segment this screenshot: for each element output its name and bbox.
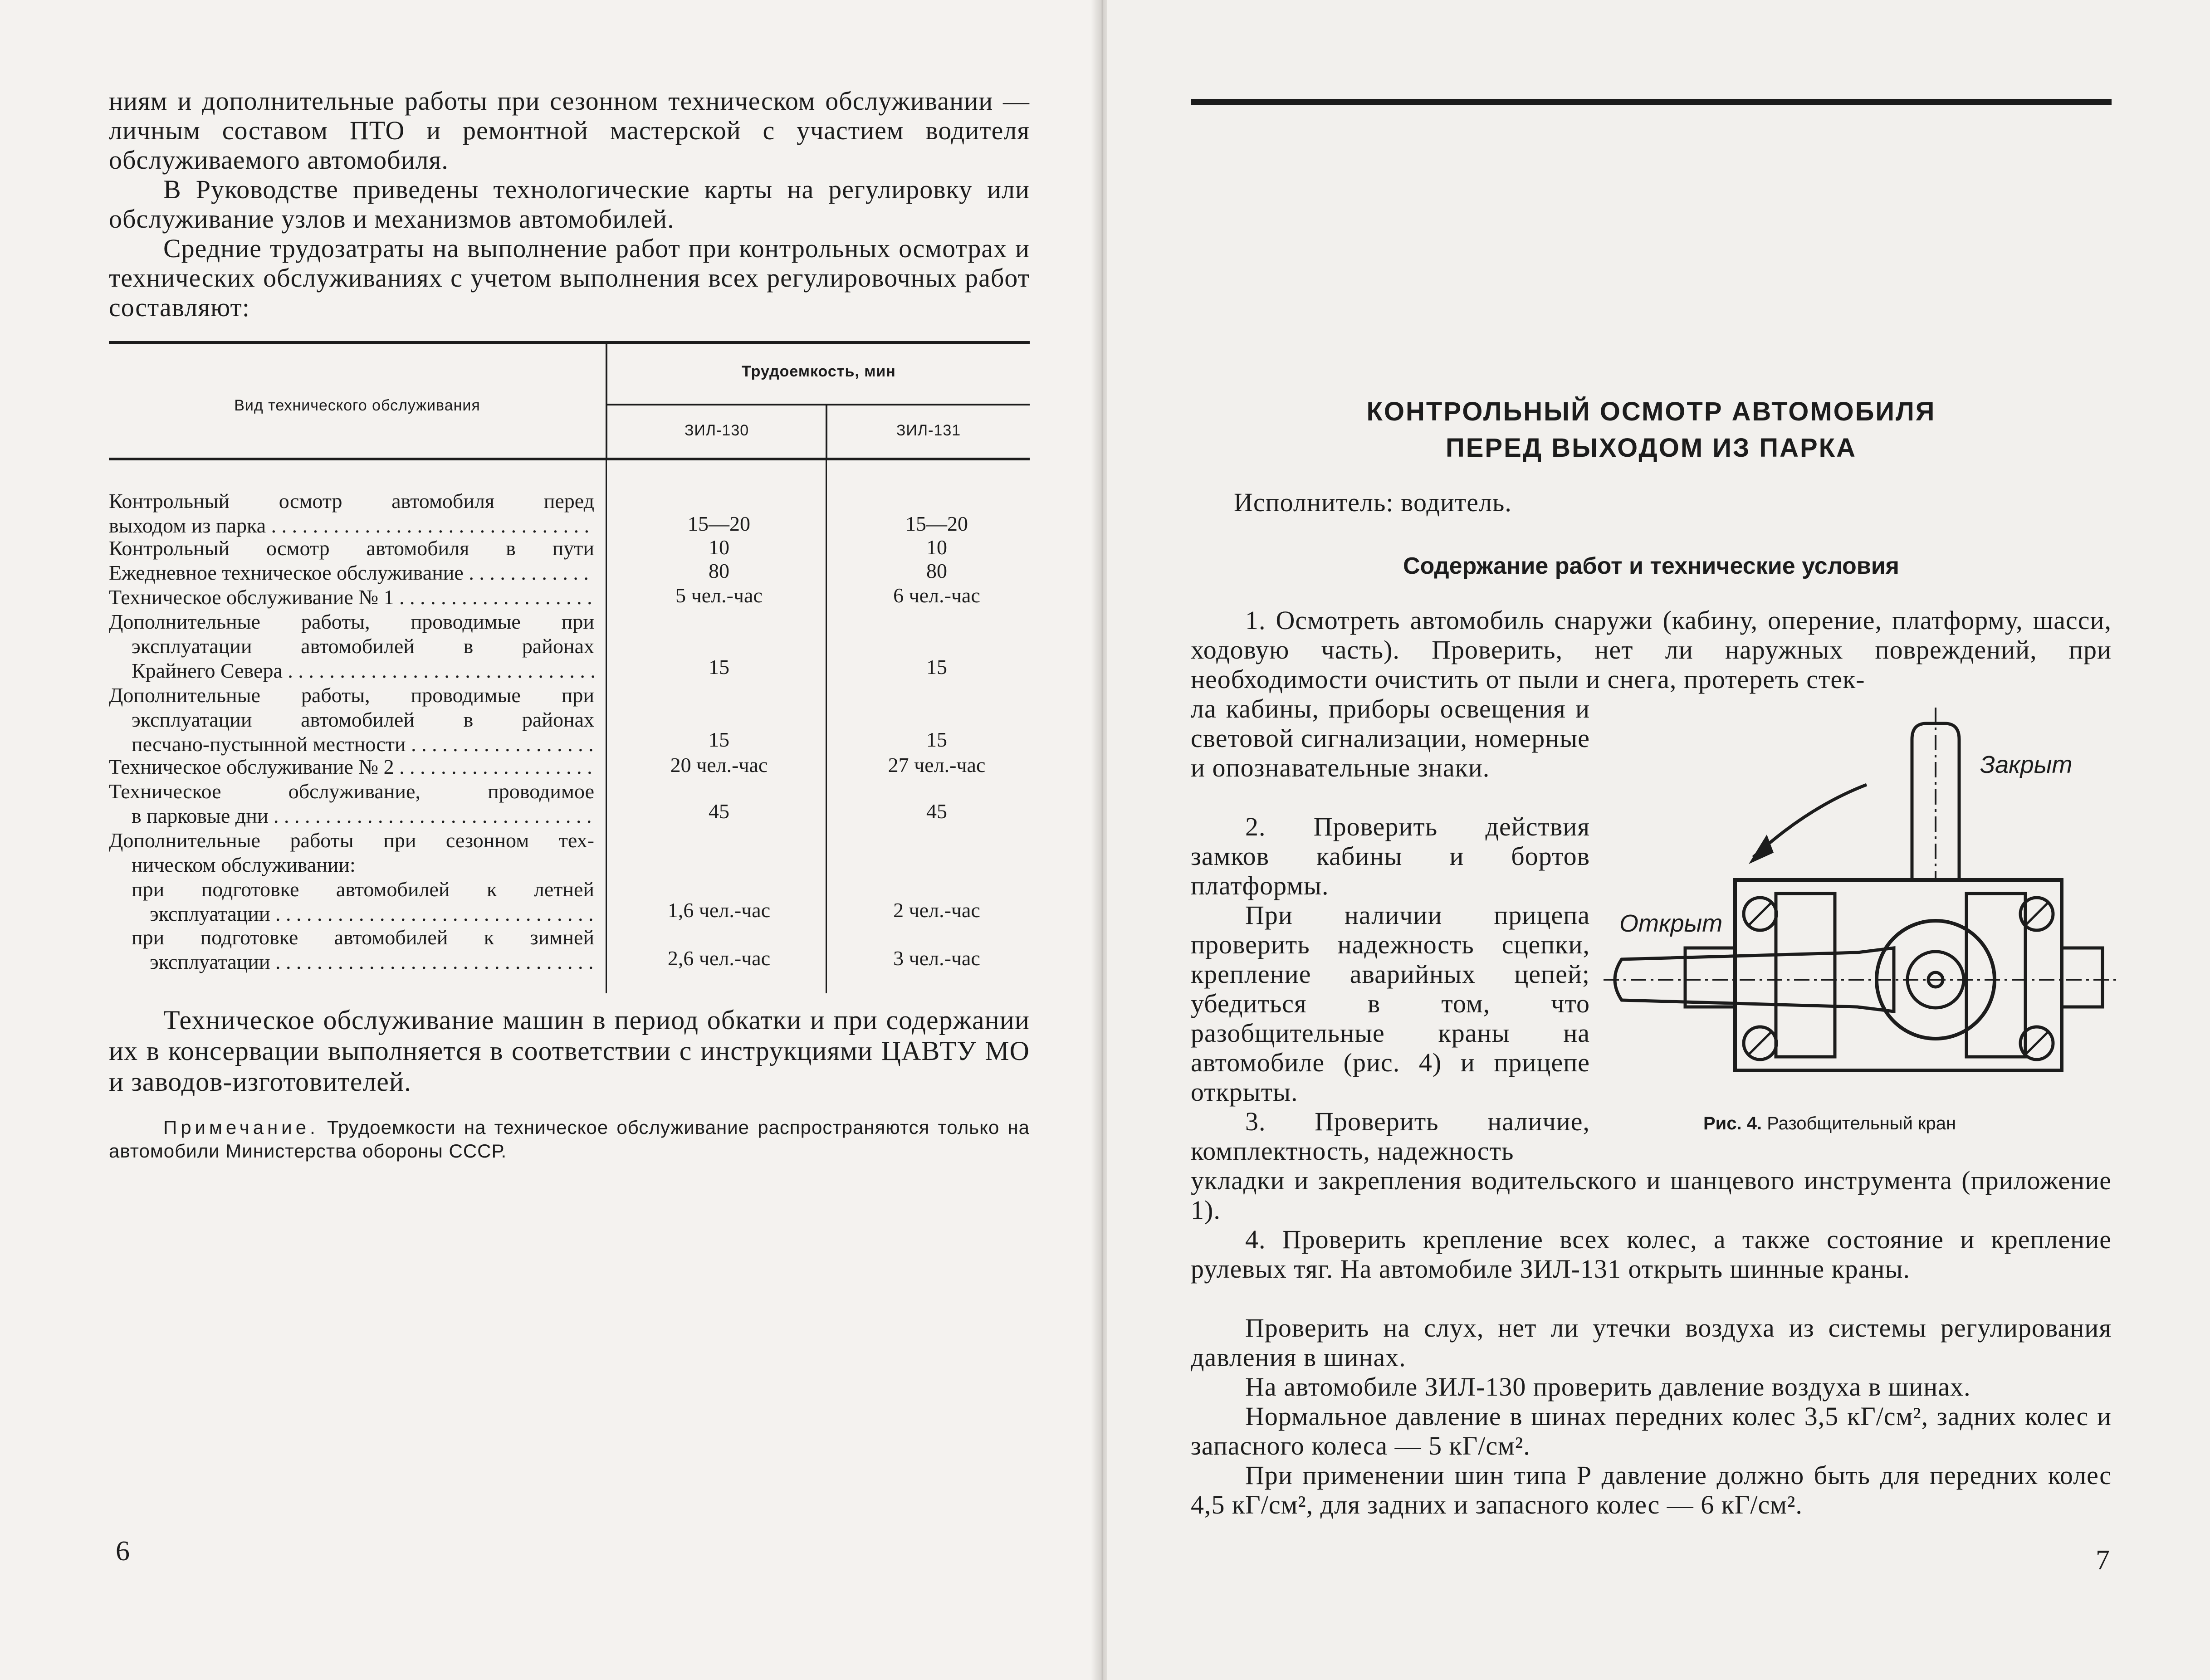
- table-cell-zil130: 80: [709, 559, 729, 582]
- label-closed: Закрыт: [1980, 751, 2073, 778]
- table-row-label: Крайнего Севера . . .: [132, 659, 594, 683]
- table-row-label: эксплуатации автомобилей в районах: [132, 635, 594, 658]
- table-cell-zil130: 20 чел.-час: [670, 753, 768, 777]
- rotation-arrow-head: [1749, 835, 1774, 864]
- after-table-paragraph: Техническое обслуживание машин в период обкатки и при содержании их в консервации выполняется в соответствии с инструкциями ЦАВТУ МО и заводов-изготовителей.: [109, 1005, 1030, 1097]
- page-number-left: 6: [116, 1536, 130, 1567]
- table-row-label: при подготовке автомобилей к зимней: [132, 926, 594, 949]
- table-row-label: Техническое обслуживание, проводимое: [109, 780, 594, 803]
- table-header-type: Вид технического обслуживания: [234, 397, 480, 414]
- executor-line: Исполнитель: водитель.: [1234, 488, 1512, 517]
- right-page: [1107, 0, 2210, 1680]
- item-3-narrow: 3. Проверить наличие, комплектность, надежность: [1191, 1107, 1590, 1166]
- table-cell-zil131: 27 чел.-час: [888, 753, 986, 777]
- table-note: [109, 1116, 1030, 1163]
- table-cell-zil131: 15—20: [905, 512, 968, 535]
- label-open: Открыт: [1619, 910, 1723, 937]
- table-cell-zil130: 5 чел.-час: [675, 584, 763, 607]
- table-subheader-hline: [606, 404, 1030, 405]
- table-cell-zil130: 15—20: [688, 512, 750, 535]
- table-header-bottom-rule: [109, 458, 1030, 460]
- table-cell-zil130: 1,6 чел.-час: [667, 899, 771, 922]
- table-cell-zil131: 2 чел.-час: [893, 899, 980, 922]
- table-cell-zil130: 15: [709, 655, 729, 679]
- left-paragraph-1: ниям и дополнительные работы при сезонном техническом обслуживании — личным составом ПТО и ремонтной мастерской с участием водителя обслуживаемого автомобиля.: [109, 86, 1030, 175]
- table-cell-zil131: 10: [926, 536, 947, 559]
- table-cell-zil130: 2,6 чел.-час: [667, 947, 771, 970]
- table-row-label: эксплуатации . . .: [150, 950, 594, 974]
- item-4d: Нормальное давление в шинах передних колес 3,5 кГ/см², задних колес и запасного колеса — 5 кГ/см².: [1191, 1402, 2112, 1460]
- table-cell-zil131: 15: [926, 728, 947, 751]
- table-cell-zil131: 6 чел.-час: [893, 584, 980, 607]
- item-4e: При применении шин типа Р давление должно быть для передних колес 4,5 кГ/см², для задних и запасного колес — 6 кГ/см².: [1191, 1460, 2112, 1519]
- item-3-full: укладки и закрепления водительского и шанцевого инструмента (приложение 1).: [1191, 1166, 2112, 1225]
- table-row-label: Ежедневное техническое обслуживание . . .: [109, 561, 594, 585]
- note-text: Трудоемкости на техническое обслуживание распространяются только на автомобили Министерства обороны СССР.: [109, 1117, 1030, 1162]
- section-title-line-1: КОНТРОЛЬНЫЙ ОСМОТР АВТОМОБИЛЯ: [1366, 397, 1936, 426]
- table-cell-zil131: 80: [926, 559, 947, 582]
- table-cell-zil131: 3 чел.-час: [893, 947, 980, 970]
- table-header-zil130: ЗИЛ-130: [684, 422, 749, 439]
- table-row-label: выходом из парка . . .: [109, 513, 594, 538]
- figure-caption: [1703, 1113, 1956, 1134]
- table-row-label: Дополнительные работы, проводимые при: [109, 684, 594, 707]
- note-label: Примечание.: [163, 1117, 319, 1138]
- table-row-label: эксплуатации автомобилей в районах: [132, 708, 594, 731]
- table-row-label: Контрольный осмотр автомобиля перед: [109, 489, 594, 513]
- table-row-label: Дополнительные работы при сезонном тех-: [109, 829, 594, 852]
- table-body-vline-1: [606, 460, 607, 993]
- table-cell-zil130: 15: [709, 728, 729, 751]
- table-row-label: ническом обслуживании:: [132, 853, 356, 876]
- item-4: 4. Проверить крепление всех колес, а также состояние и крепление рулевых тяг. На автомобиле ЗИЛ-131 открыть шинные краны.: [1191, 1225, 2112, 1284]
- item-2: 2. Проверить действия замков кабины и бортов платформы.: [1191, 812, 1590, 900]
- item-1-narrow: ла кабины, приборы освещения и световой сигнализации, номерные и опознавательные знаки.: [1191, 694, 1590, 782]
- table-row-label: эксплуатации . . .: [150, 902, 594, 926]
- figure-caption-number: Рис. 4.: [1703, 1113, 1762, 1133]
- table-cell-zil131: 45: [926, 800, 947, 823]
- table-row-label: при подготовке автомобилей к летней: [132, 878, 594, 901]
- figure-caption-text: Разобщительный кран: [1767, 1113, 1956, 1133]
- table-cell-zil131: 15: [926, 655, 947, 679]
- valve-flange-right: [2062, 948, 2102, 1007]
- item-1-full: 1. Осмотреть автомобиль снаружи (кабину, оперение, платформу, шасси, ходовую часть). Проверить, нет ли наружных повреждений, при необходимости очистить от пыли и снега, протереть стек-: [1191, 606, 2112, 694]
- item-4b: Проверить на слух, нет ли утечки воздуха из системы регулирования давления в шинах.: [1191, 1313, 2112, 1372]
- table-row-label: Техническое обслуживание № 2 . . .: [109, 755, 594, 779]
- item-2b: При наличии прицепа проверить надежность сцепки, крепление аварийных цепей; убедиться в том, что разобщительные краны на автомобиле (рис. 4) и прицепе открыты.: [1191, 900, 1590, 1107]
- table-body-vline-2: [826, 460, 827, 993]
- section-title-line-2: ПЕРЕД ВЫХОДОМ ИЗ ПАРКА: [1446, 433, 1857, 463]
- table-row-label: песчано-пустынной местности . . .: [132, 732, 594, 757]
- item-4c: На автомобиле ЗИЛ-130 проверить давление воздуха в шинах.: [1245, 1372, 1971, 1402]
- table-row-label: Контрольный осмотр автомобиля в пути: [109, 537, 594, 560]
- page-number-right: 7: [2096, 1545, 2110, 1576]
- table-header-labor: Трудоемкость, мин: [742, 363, 896, 380]
- table-header-zil131: ЗИЛ-131: [896, 422, 961, 439]
- table-cell-zil130: 10: [709, 536, 729, 559]
- table-row-label: Техническое обслуживание № 1 . . .: [109, 585, 594, 610]
- table-top-rule: [109, 341, 1030, 344]
- table-row-label: Дополнительные работы, проводимые при: [109, 610, 594, 633]
- section-heading: Содержание работ и технические условия: [1403, 553, 1900, 579]
- header-rule: [1191, 99, 2112, 105]
- valve-body-inner-left: [1776, 894, 1835, 1057]
- left-page: [0, 0, 1098, 1680]
- table-cell-zil130: 45: [709, 800, 729, 823]
- valve-body: [1735, 880, 2062, 1070]
- table-header-vline: [606, 344, 607, 458]
- left-paragraph-2: В Руководстве приведены технологические карты на регулировку или обслуживание узлов и механизмов автомобилей.: [109, 175, 1030, 234]
- table-row-label: в парковые дни . . .: [132, 804, 594, 828]
- left-paragraph-3: Средние трудозатраты на выполнение работ при контрольных осмотрах и технических обслуживаниях с учетом выполнения всех регулировочных работ составляют:: [109, 234, 1030, 322]
